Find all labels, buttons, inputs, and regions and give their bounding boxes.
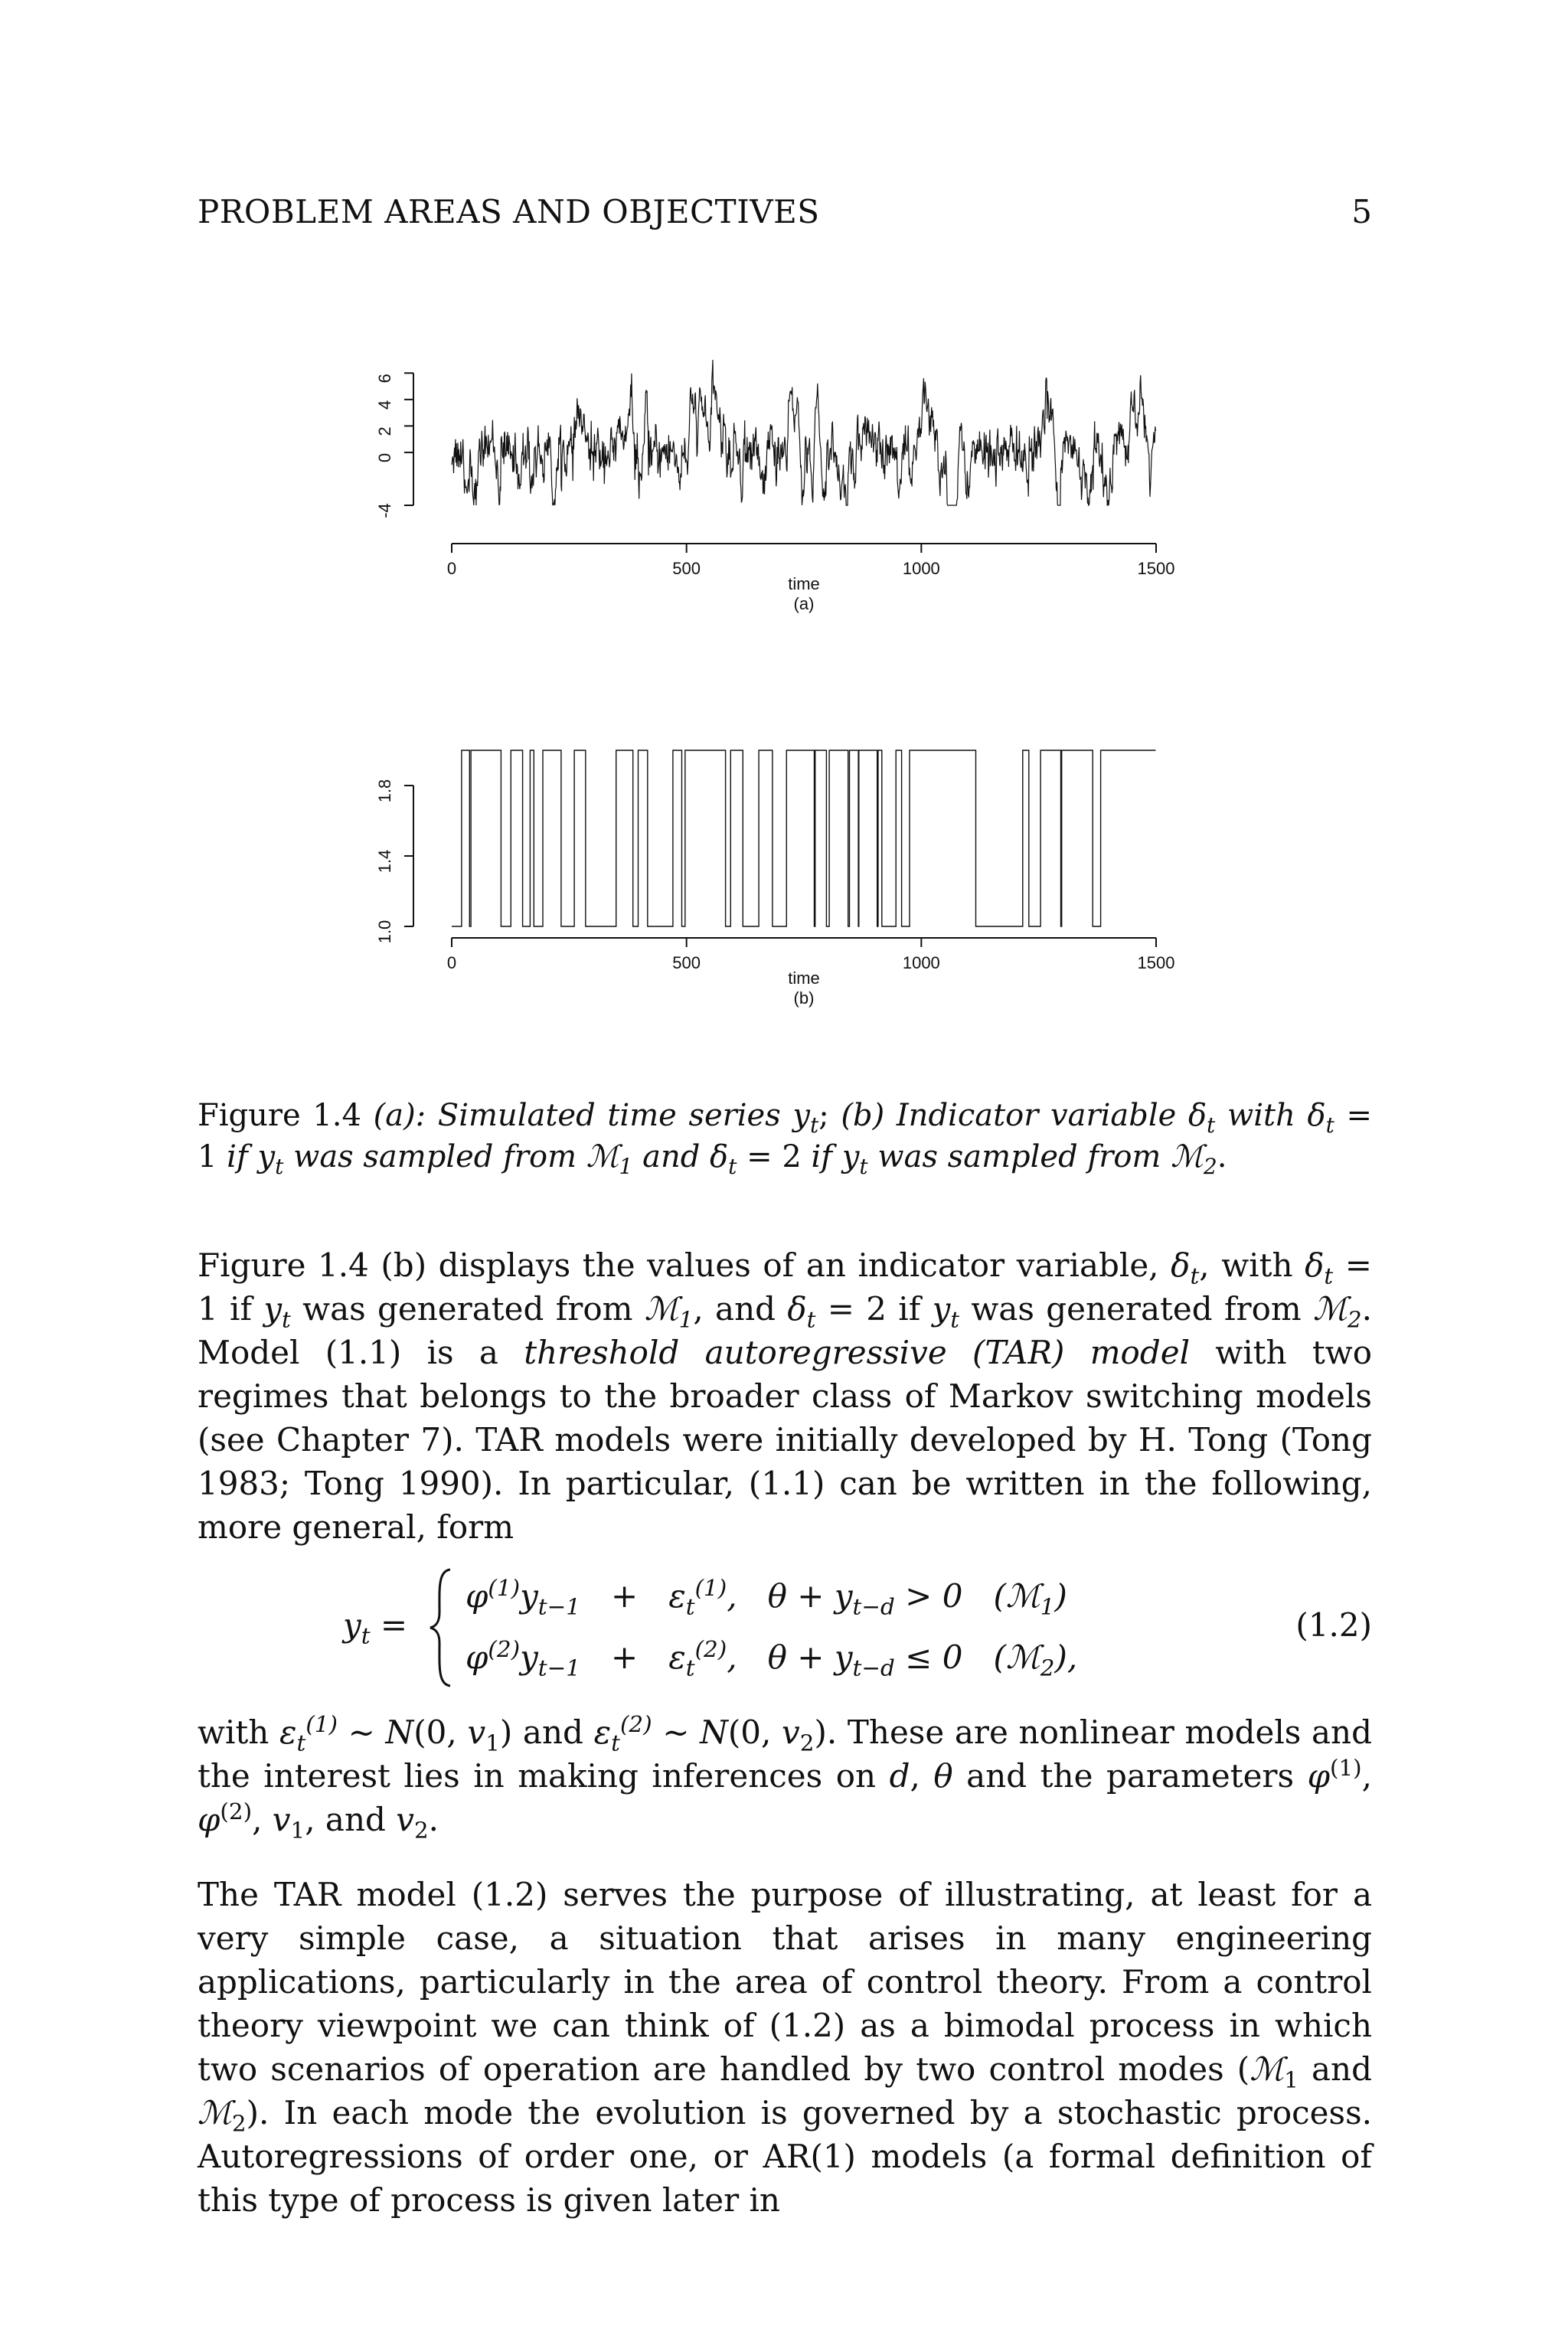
figure-label: Figure 1.4 <box>198 1098 361 1133</box>
paragraph-2: with $\varepsilon_t^{(1)}$ ∼ N(0, $v_1$) and $\varepsilon_t^{(2)}$ ∼ N(0, $v_2$). These are nonlinear models and the interest lies in making inferences on d, θ and the parameters $\varphi^{(1)}$, $\varphi^{(2)}$, $v_1$, and $v_2$. <box>198 1711 1373 1844</box>
paragraph-1: Figure 1.4 (b) displays the values of an indicator variable, $\delta_t$, with $\delta_t = 1$ if $y_t$ was generated from ℳ$_1$, and $\delta_t = 2$ if $y_t$ was generated from ℳ$_2$. Model (1.1) is a threshold autoregressive (TAR) model with two regimes that belongs to the broader class of Markov switching models (see Chapter 7). TAR models were initially developed by H. Tong (Tong 1983; Tong 1990). In particular, (1.1) can be written in the following, more general, form <box>198 1246 1373 1546</box>
equation-number: (1.2) <box>1295 1606 1372 1644</box>
page-header <box>198 193 1372 239</box>
x-tick-label-a: 500 <box>672 559 701 578</box>
figure-caption: Figure 1.4 (a): Simulated time series $y_t$; (b) Indicator variable $\delta_t$ with $\delta_t = 1$ if $y_t$ was sampled from ℳ$_1$ and $\delta_t = 2$ if $y_t$ was sampled from ℳ$_2$. <box>198 1098 1373 1179</box>
paragraph-3: The TAR model (1.2) serves the purpose of illustrating, at least for a very simple case, a situation that arises in many engineering applications, particularly in the area of control theory. From a control theory viewpoint we can think of (1.2) as a bimodal process in which two scenarios of operation are handled by two control modes (ℳ$_1$ and ℳ$_2$). In each mode the evolution is governed by a stochastic process. Autoregressions of order one, or AR(1) models (a formal definition of this type of process is given later in <box>198 1876 1372 2219</box>
y-tick-label-b: 1.0 <box>375 920 394 944</box>
y-tick-label-a: 2 <box>375 426 394 436</box>
figure-1-4 <box>337 337 1256 1072</box>
x-tick-label-b: 1500 <box>1137 953 1175 972</box>
panel-label-b: (b) <box>793 988 815 1008</box>
x-tick-label-a: 1000 <box>902 559 940 578</box>
y-tick-label-a: -4 <box>375 503 394 518</box>
y-tick-label-a: 4 <box>375 400 394 410</box>
x-tick-label-b: 500 <box>672 953 701 972</box>
series-b-line <box>452 750 1155 926</box>
x-tick-label-a: 0 <box>446 559 457 578</box>
x-label-a: time <box>788 574 820 593</box>
y-tick-label-a: 6 <box>375 374 394 384</box>
x-tick-label-a: 1500 <box>1137 559 1175 578</box>
x-tick-label-b: 0 <box>446 953 457 972</box>
emphasis-tar: threshold autoregressive (TAR) model <box>524 1334 1190 1371</box>
y-tick-label-b: 1.8 <box>375 779 394 803</box>
series-a-line <box>452 360 1155 505</box>
left-brace <box>427 1566 458 1689</box>
equation-1-2: $y_t$ = $\varphi^{(1)}y_{t-1} + \varepsilon_t^{(1)}$, $\theta + y_{t-d} > 0$ (ℳ$_1$) $\varphi^{(2)}y_{t-1} + \varepsilon_t^{(2)}$, $\theta + y_{t-d} \le 0$ (ℳ$_2$), (1.2) <box>198 1562 1372 1692</box>
running-title: PROBLEM AREAS AND OBJECTIVES <box>198 193 820 230</box>
x-tick-label-b: 1000 <box>902 953 940 972</box>
caption-b: (b) Indicator variable <box>841 1098 1177 1133</box>
y-tick-label-a: 0 <box>375 452 394 463</box>
figure-svg <box>337 337 1256 1072</box>
caption-a: (a): Simulated time series <box>373 1098 781 1133</box>
panel-label-a: (a) <box>793 594 815 613</box>
x-label-b: time <box>788 969 820 988</box>
y-tick-label-b: 1.4 <box>375 849 394 874</box>
page-number: 5 <box>1351 193 1372 230</box>
